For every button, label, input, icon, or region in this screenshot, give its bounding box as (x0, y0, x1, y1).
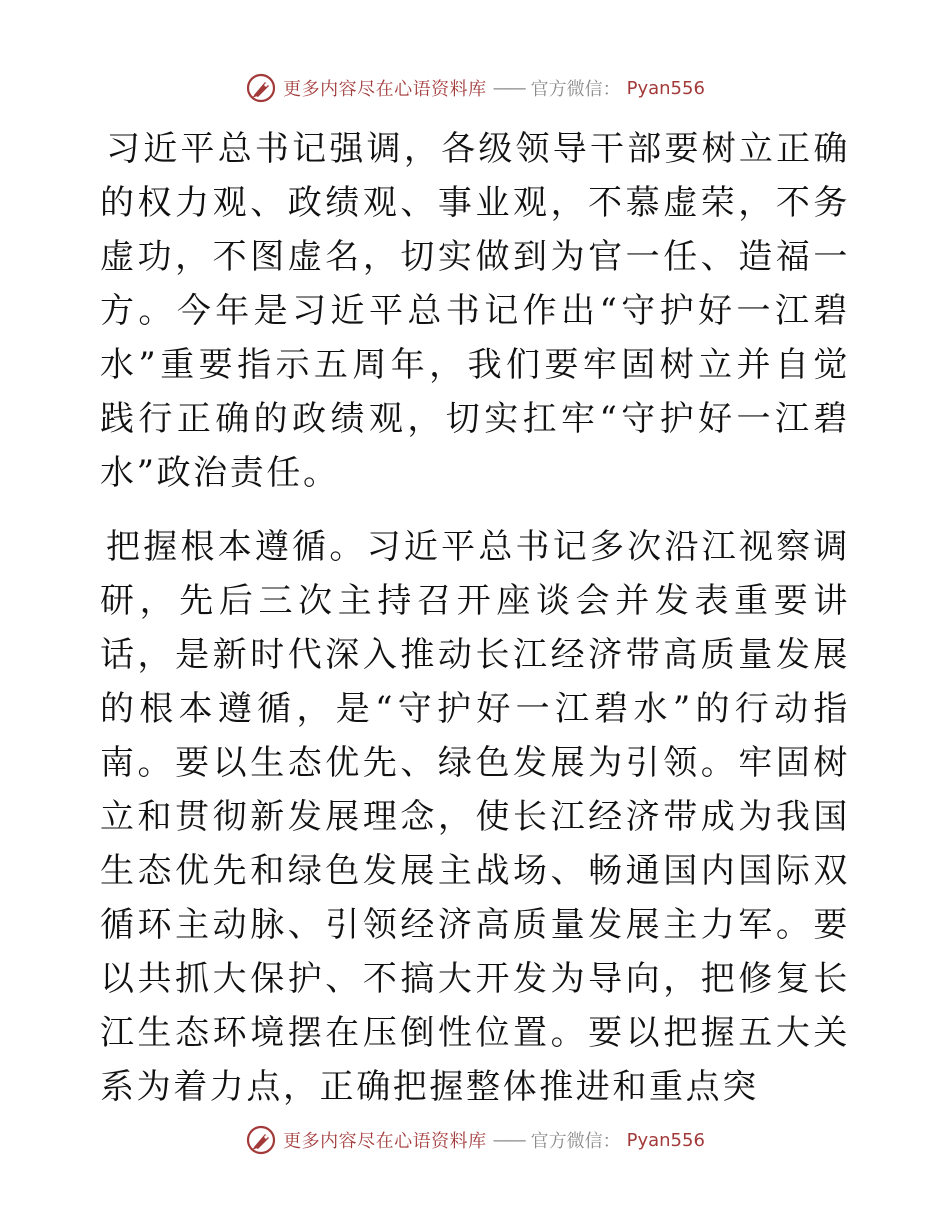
watermark-contact-id: Pyan556 (626, 1129, 705, 1151)
watermark-separator: —— (492, 77, 525, 99)
watermark-header (0, 72, 950, 104)
watermark-contact-id: Pyan556 (626, 77, 705, 99)
paragraph-2: 把握根本遵循。习近平总书记多次沿江视察调研，先后三次主持召开座谈会并发表重要讲话，是新时代深入推动长江经济带高质量发展的根本遵循，是“守护好一江碧水”的行动指南。要以生态优先、绿色发展为引领。牢固树立和贯彻新发展理念，使长江经济带成为我国生态优先和绿色发展主战场、畅通国内国际双循环主动脉、引领经济高质量发展主力军。要以共抓大保护、不搞大开发为导向，把修复长江生态环境摆在压倒性位置。要以把握五大关系为着力点，正确把握整体推进和重点突 (100, 527, 850, 1107)
watermark-main-text: 更多内容尽在心语资料库 (283, 79, 487, 100)
watermark-separator: —— (492, 1129, 525, 1151)
watermark-contact-label: 官方微信： (530, 79, 621, 100)
pen-nib-logo-icon (245, 1124, 277, 1156)
watermark-main-text: 更多内容尽在心语资料库 (283, 1131, 487, 1152)
document-body (100, 122, 850, 1114)
watermark-footer (0, 1124, 950, 1156)
pen-nib-logo-icon (245, 72, 277, 104)
watermark-contact-label: 官方微信： (530, 1131, 621, 1152)
paragraph-1: 习近平总书记强调，各级领导干部要树立正确的权力观、政绩观、事业观，不慕虚荣，不务虚功，不图虚名，切实做到为官一任、造福一方。今年是习近平总书记作出“守护好一江碧水”重要指示五周年，我们要牢固树立并自觉践行正确的政绩观，切实扛牢“守护好一江碧水”政治责任。 (100, 129, 850, 493)
